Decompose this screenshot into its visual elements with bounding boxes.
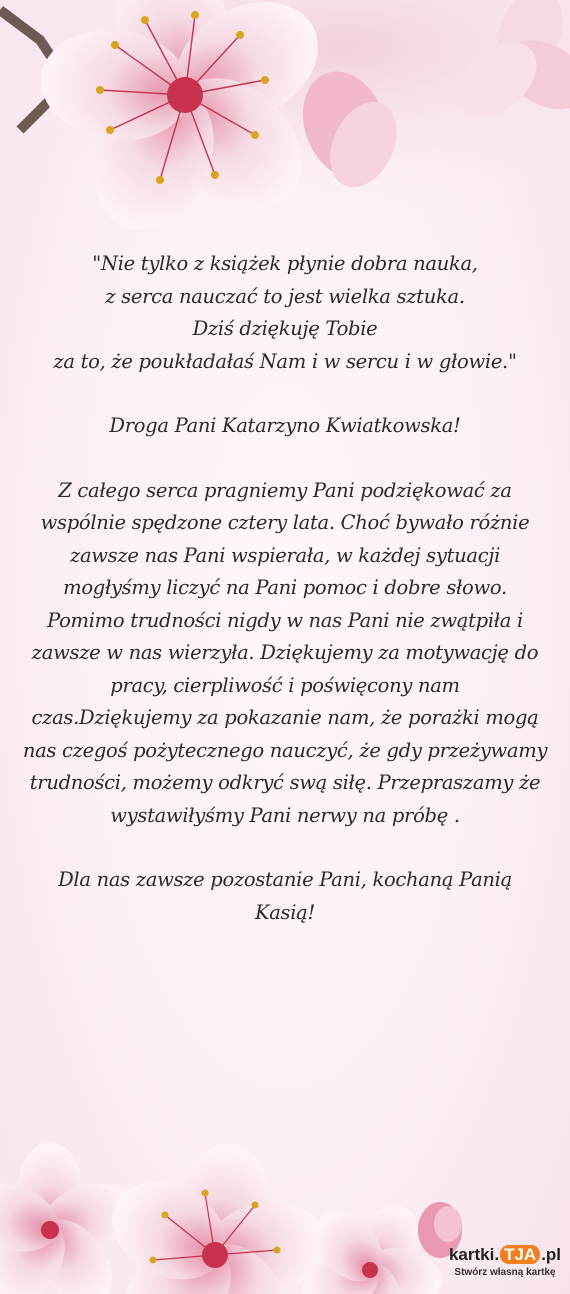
body-line: wystawiłyśmy Pani nerwy na próbę . — [110, 803, 460, 827]
logo-tagline: Stwórz własną kartkę — [454, 1267, 556, 1278]
body-line: zawsze w nas wierzyła. Dziękujemy za motywację do — [31, 641, 539, 664]
poem-line: z serca nauczać to jest wielka sztuka. — [105, 284, 465, 308]
kartki-tja-logo[interactable] — [446, 1244, 564, 1288]
poem-line: za to, że poukładałaś Nam i w sercu i w głowie." — [53, 349, 517, 373]
body-line: zawsze nas Pani wspierała, w każdej sytuacji — [69, 543, 501, 567]
body-line: czas.Dziękujemy za pokazanie nam, że porażki mogą — [31, 706, 539, 729]
body-line: Pomimo trudności nigdy w nas Pani nie zwątpiła i — [47, 608, 523, 632]
logo-suffix: .pl — [541, 1245, 562, 1264]
card-message — [20, 248, 550, 929]
poem-line: "Nie tylko z książek płynie dobra nauka, — [92, 252, 478, 275]
body-line: mogłyśmy liczyć na Pani pomoc i dobre słowo. — [63, 576, 507, 599]
body-line: nas czegoś pożytecznego nauczyć, że gdy przeżywamy — [22, 738, 548, 762]
logo-wordmark — [446, 1244, 564, 1266]
greeting-line: Droga Pani Katarzyno Kwiatkowska! — [109, 414, 461, 437]
body-line: pracy, cierpliwość i poświęcony nam — [110, 673, 460, 697]
logo-prefix: kartki. — [448, 1245, 500, 1264]
body-line: wspólnie spędzone cztery lata. Choć bywało różnie — [40, 511, 530, 534]
body-line: Z całego serca pragniemy Pani podziękować za — [58, 478, 512, 502]
cherry-blossom-icon — [95, 1137, 332, 1294]
closing-line: Dla nas zawsze pozostanie Pani, kochaną Panią — [58, 868, 512, 891]
logo-badge: TJA — [500, 1245, 540, 1264]
cherry-blossom-top-decoration — [0, 0, 570, 240]
body-line: trudności, możemy odkryć swą siłę. Przepraszamy że — [29, 771, 541, 794]
poem-line: Dziś dziękuję Tobie — [192, 317, 378, 340]
closing-line: Kasią! — [254, 900, 316, 924]
